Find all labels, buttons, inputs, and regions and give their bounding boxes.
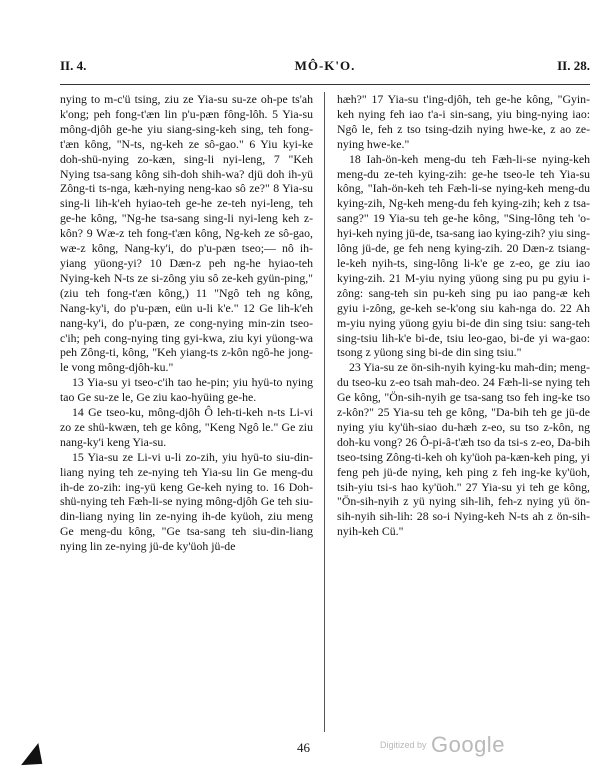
watermark-prefix: Digitized by	[380, 740, 427, 750]
running-header	[60, 58, 590, 78]
digitized-watermark	[380, 732, 505, 758]
header-rule	[60, 84, 590, 85]
right-paragraph-3: 23 Yia-su ze ön-sih-nyih kying-ku mah-din; meng-du tseo-ku z-eo tsah mah-deo. 24 Fæh-li-se nying teh Ge kông, "Ön-sih-nyih ge tsa-sang tso feh ing-ke tso z-kôn?" 25 Yia-su teh ge kông, "Da-bih teh ge jü-de nying yiu ky'üh-siao du-hæh z-eo, su tso z-kôn, ng doh-ku vong? 26 Ô-pi-â-t'æh tso da tsi-s z-eo, Da-bih tseo-tsing Zông-ti-keh oh ky'üoh pa-kæn-keh ping, yi feng peh jü-de nying, keh ping z feh ing-ke ky'üoh, tsih-yiu tsi-s hao ky'üoh." 27 Yia-su yi teh ge kông, "Ön-sih-nyih z yü nying sih-lih, feh-z nying yü ön-sih-nyih sih-lih: 28 so-i Nying-keh N-ts ah z ön-sih-nyih-keh Cü."	[337, 360, 590, 539]
page-number: 46	[297, 740, 310, 755]
header-chapter-verse-end: II. 28.	[557, 58, 590, 73]
column-separator	[324, 92, 325, 732]
left-paragraph-3: 14 Ge tseo-ku, mông-djôh Ô leh-ti-keh n-ts Li-vi zo ze shü-kwæn, teh ge kông, "Keng Ngô le." Ge ziu nang-ky'i keng Yia-su.	[60, 405, 313, 449]
left-paragraph-1: nying to m-c'ü tsing, ziu ze Yia-su su-ze oh-pe ts'ah k'ong; peh fong-t'æn lin p'u-pæn fông-lôh. 5 Yia-su mông-djôh ge-he yiu siang-sing-keh sing, teh fong-t'æn kông, "N-ts, ng-keh ze sô-gao." 6 Yiu kyi-ke doh-shü-nying zo-kæn, sing-li nyi-leng, 7 "Keh Nying tsa-sang kông sih-doh shih-wa? djü doh ih-yü Zông-ti ts-nga, kæh-nying neng-kao sô ze?" 8 Yia-su sing-li lih-k'eh hyiao-teh ge-he ze-teh nyi-leng, teh ge-he kông, "Ng-he tsa-sang sing-li nyi-leng keh z-kôn? 9 Wæ-z teh fong-t'æn kông, Ng-keh ze sô-gao, wæ-z kông, Nang-ky'i, do p'u-pæn tseo;— nô ih-yiang yüong-yi? 10 Dæn-z peh ng-he hyiao-teh Nying-keh N-ts ze si-zông yiu sô ze-keh gyün-ping," (ziu teh fong-t'æn kông,) 11 "Ngô teh ng kông, Nang-ky'i, do p'u-pæn, eün u-li k'e." 12 Ge lih-k'eh nang-ky'i, do p'u-pæn, ze cong-nying min-zin tseo-c'ih; peh cong-nying ting gyi-kwa, ziu kyi yüong-wa peh Zông-ti, kông, "Keh yiang-ts z-kôn ngô-he jong-le vong mông-djôh-ku."	[60, 92, 313, 375]
right-column	[337, 92, 590, 539]
header-chapter-verse-start: II. 4.	[60, 58, 87, 73]
left-column	[60, 92, 313, 554]
left-paragraph-2: 13 Yia-su yi tseo-c'ih tao he-pin; yiu hyü-to nying tao Ge su-ze le, Ge ziu kao-hyüing ge-he.	[60, 375, 313, 405]
header-book-title: MÔ-K'O.	[294, 58, 356, 73]
left-paragraph-4: 15 Yia-su ze Li-vi u-li zo-zih, yiu hyü-to siu-din-liang nying teh ze-nying teh Yia-su lin Ge meng-du ih-de zo-zih: ing-yü keng Ge-keh nying to. 16 Doh-shü-nying teh Fæh-li-se nying mông-djôh Ge teh siu-din-liang nying lin ze-nying ih-de kyüoh, ziu meng Ge meng-du kông, "Ge tsa-sang teh siu-din-liang nying lin ze-nying jü-de ky'üoh jü-de	[60, 449, 313, 554]
right-paragraph-1: hæh?" 17 Yia-su t'ing-djôh, teh ge-he kông, "Gyin-keh nying feh iao t'a-i sin-sang, yiu bing-nying iao: Ngô le, feh z tso tsing-dzih nying hwe-ke, z ao ze-nying hwe-ke."	[337, 92, 590, 151]
right-paragraph-2: 18 Iah-ön-keh meng-du teh Fæh-li-se nying-keh meng-du ze-teh kying-zih: ge-he tseo-le teh Yia-su kông, "Iah-ön-keh teh Fæh-li-se nying-keh meng-du kying-zih, Ng-keh meng-du feh kying-zih; keh z tsa-sang?" 19 Yia-su teh ge-he kông, "Sing-lông teh 'o-hyi-keh nying jü-de, tsa-sang iao kying-zih? yiu sing-lông jü-de, ge feh neng kying-zih. 20 Dæn-z tsiang-le-keh nyih-ts, sing-lông li-k'e ge z-eo, ge ziu iao kying-zih. 21 M-yiu nying yüong sing pu pu gyiu i-zông: sang-teh sin pu-keh sing pu iao pang-æ keh gyiu i-zông, ge-keh se-k'ong siu kah-nga do. 22 Ah m-yiu nying yüong gyiu bi-de din sing tsiu: sang-teh sing-tsiu lih-k'e bi-de, tsiu leo-gao, bi-de yi wa-gao: tsong z yüong sing bi-de din sing tsiu."	[337, 151, 590, 360]
watermark-brand: Google	[430, 732, 505, 757]
